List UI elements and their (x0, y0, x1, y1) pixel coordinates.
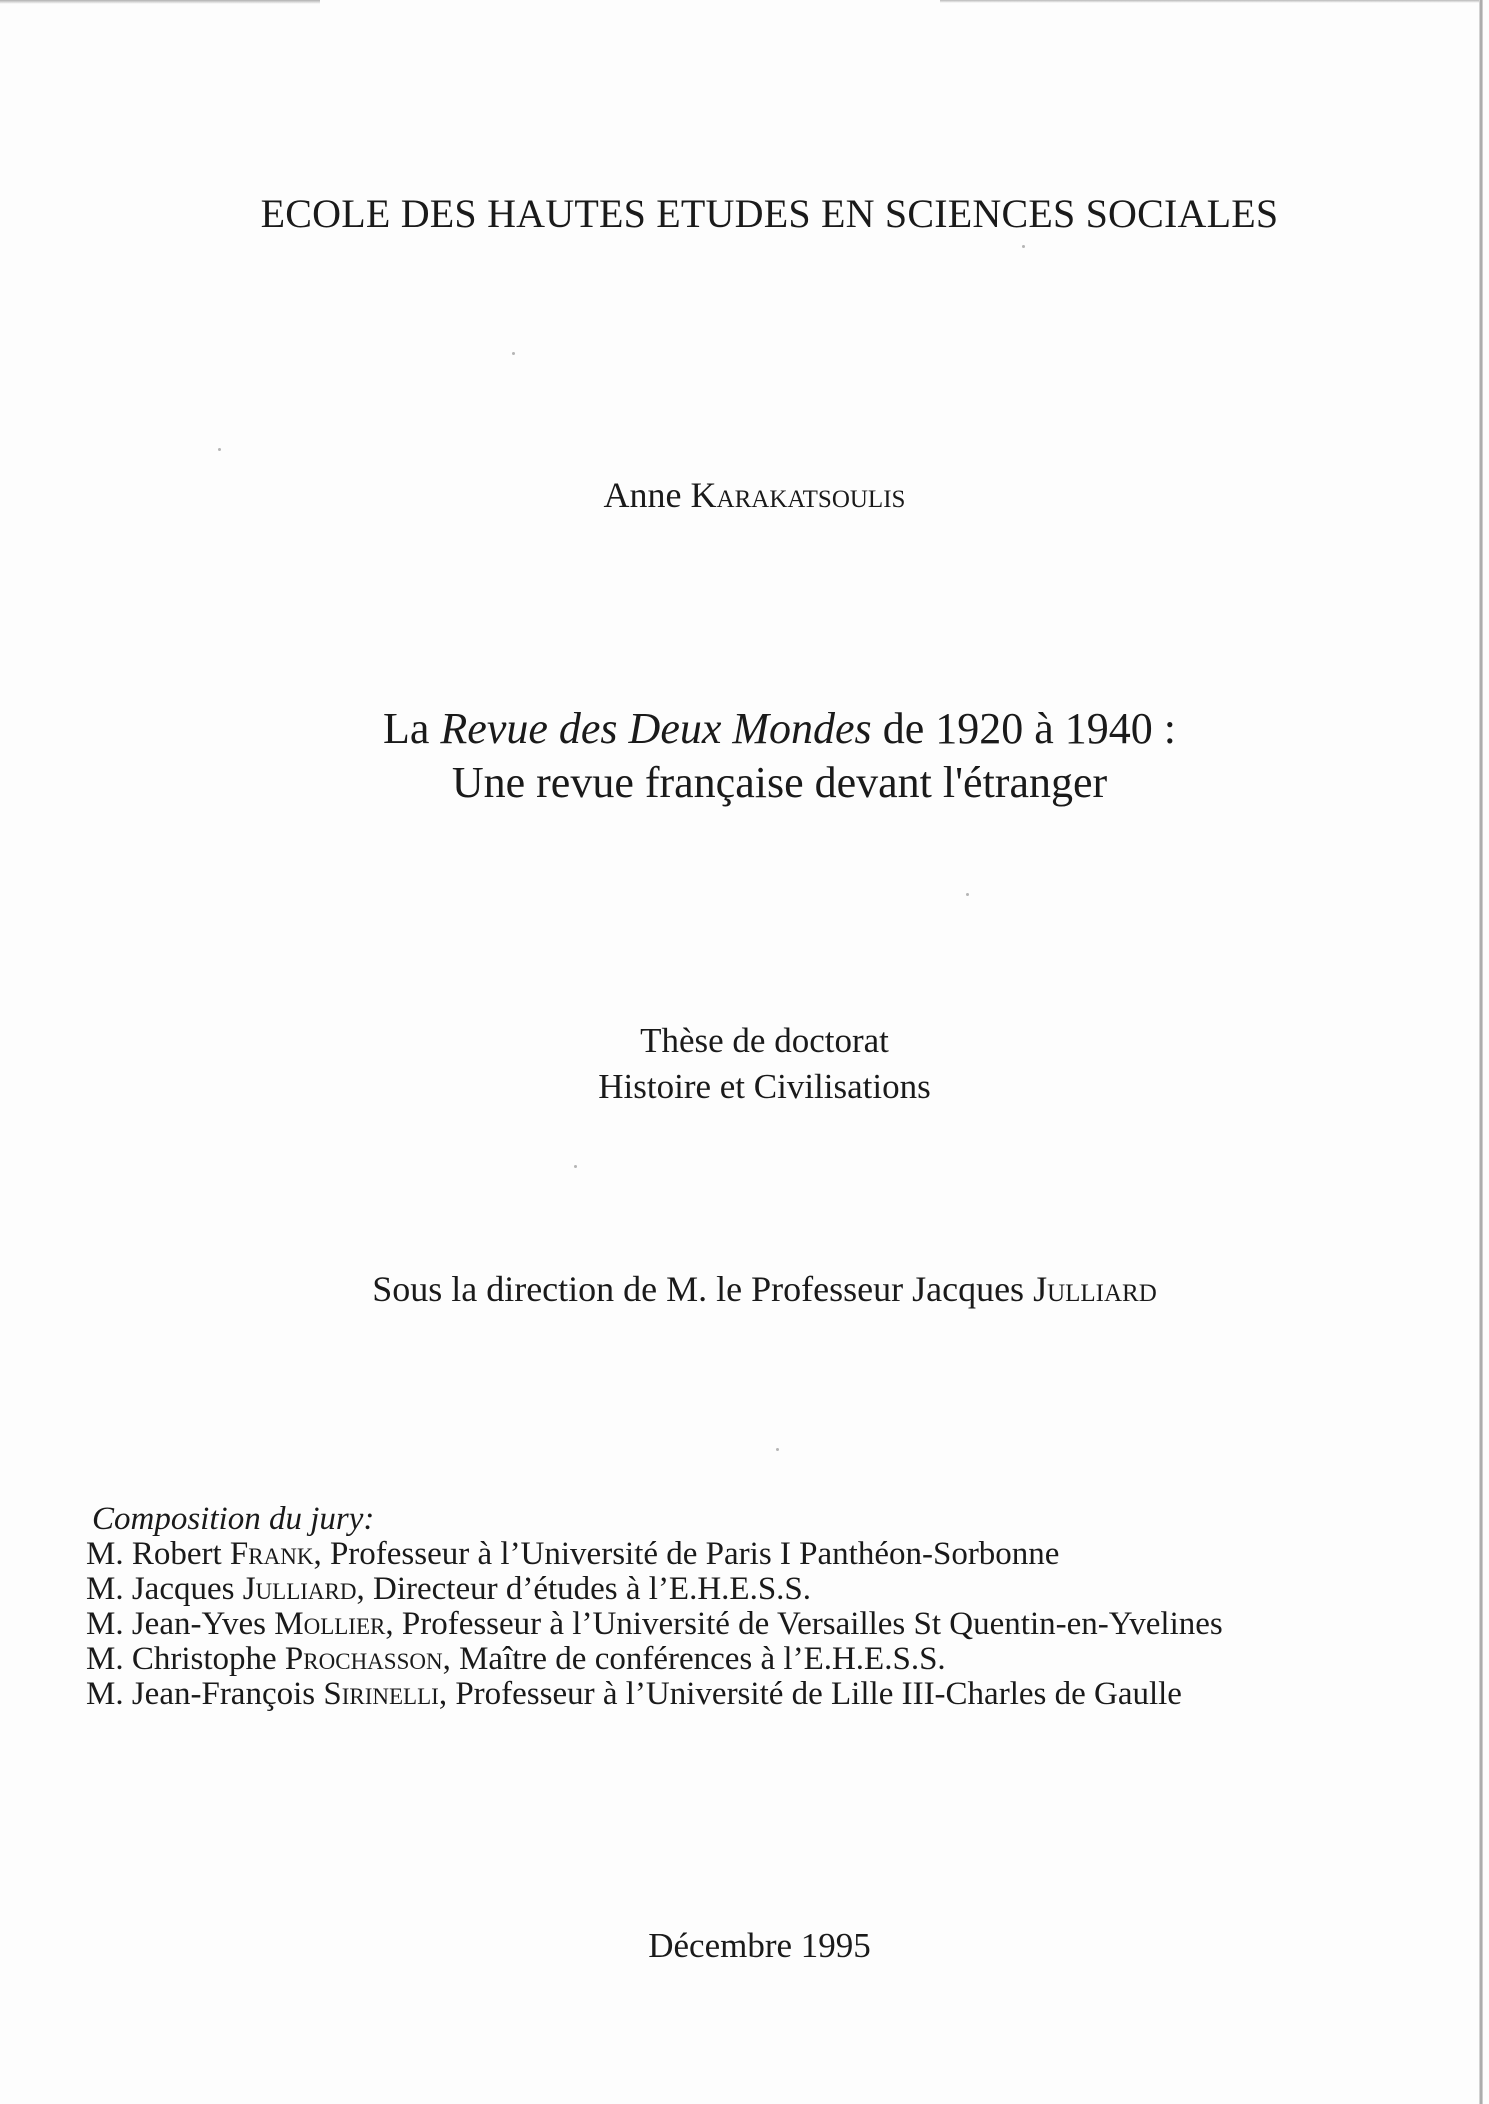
author-first-name: Anne (603, 475, 682, 515)
journal-name: Revue des Deux Mondes (440, 704, 872, 753)
jury-member-prefix: M. Jean-Yves (86, 1606, 266, 1642)
title-line-1 (70, 702, 1489, 756)
thesis-title (0, 702, 1489, 810)
jury-member-role: , Professeur à l’Université de Paris I Panthéon-Sorbonne (313, 1536, 1060, 1572)
degree-type: Thèse de doctorat (640, 1021, 889, 1060)
scan-speck (512, 352, 515, 355)
jury-member (86, 1537, 1223, 1572)
jury-member-last-name: Prochasson (284, 1641, 443, 1677)
title-prefix: La (383, 704, 430, 753)
jury-member-prefix: M. Jacques (86, 1571, 235, 1607)
jury-member (86, 1607, 1223, 1642)
scan-edge-top-left (0, 0, 320, 4)
jury-member-last-name: Sirinelli (323, 1676, 439, 1712)
jury-member (86, 1677, 1223, 1712)
scan-speck (218, 448, 221, 451)
jury-member-role: , Maître de conférences à l’E.H.E.S.S. (442, 1641, 946, 1677)
supervisor-last-name: Julliard (1033, 1269, 1157, 1309)
jury-member-last-name: Mollier (274, 1606, 386, 1642)
jury-member-last-name: Julliard (242, 1571, 357, 1607)
supervisor-line (0, 1268, 1489, 1310)
title-subtitle: Une revue française devant l'étranger (451, 758, 1108, 807)
scan-speck (966, 893, 969, 896)
author-name (0, 474, 1489, 516)
jury-heading: Composition du jury: (92, 1501, 375, 1537)
jury-member-prefix: M. Christophe (86, 1641, 277, 1677)
scan-speck (574, 1165, 577, 1168)
jury-member (86, 1642, 1223, 1677)
direction-prefix: Sous la direction de M. le Professeur Jacques (372, 1269, 1025, 1309)
jury-member (86, 1572, 1223, 1607)
title-period: de 1920 à 1940 : (882, 704, 1176, 753)
degree-field: Histoire et Civilisations (598, 1067, 931, 1106)
scan-speck (1022, 245, 1025, 248)
jury-member-last-name: Frank (229, 1536, 314, 1572)
submission-date: Décembre 1995 (648, 1926, 871, 1965)
scan-edge-top-right (940, 0, 1480, 3)
degree-info (0, 1018, 1489, 1110)
jury-composition (86, 1502, 1223, 1712)
institution-name: ECOLE DES HAUTES ETUDES EN SCIENCES SOCIALES (260, 191, 1279, 236)
jury-member-role: , Directeur d’études à l’E.H.E.S.S. (356, 1571, 812, 1607)
jury-member-prefix: M. Robert (86, 1536, 222, 1572)
author-last-name: Karakatsoulis (690, 475, 906, 515)
jury-member-prefix: M. Jean-François (86, 1676, 316, 1712)
scan-speck (776, 1448, 779, 1451)
jury-member-role: , Professeur à l’Université de Lille III-Charles de Gaulle (438, 1676, 1182, 1712)
jury-member-role: , Professeur à l’Université de Versailles St Quentin-en-Yvelines (385, 1606, 1223, 1642)
